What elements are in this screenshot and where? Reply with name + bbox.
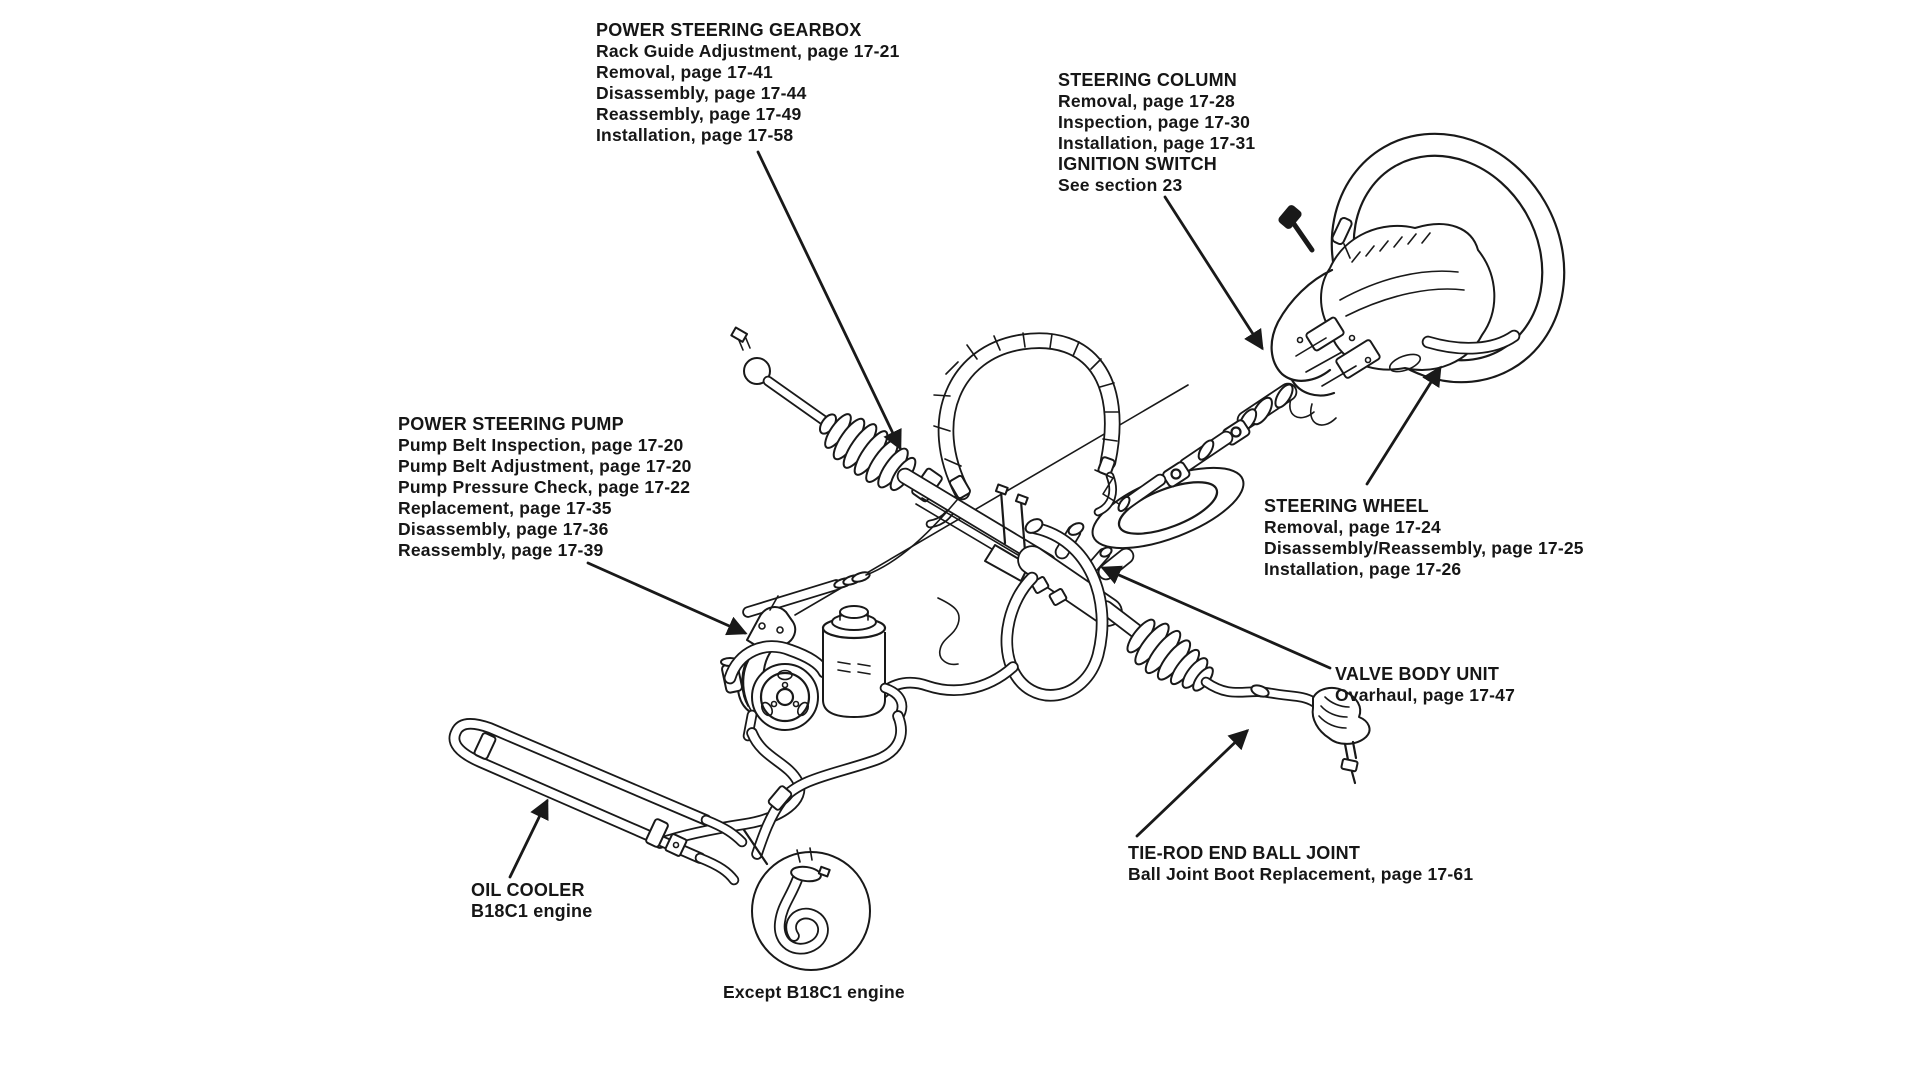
left-tie-rod-end xyxy=(731,328,770,384)
label-title: STEERING COLUMN xyxy=(1058,70,1238,90)
label-line: Installation, page 17-31 xyxy=(1058,133,1256,153)
label-line: Rack Guide Adjustment, page 17-21 xyxy=(596,41,900,61)
label-title: POWER STEERING GEARBOX xyxy=(596,20,862,40)
label-line: Reassembly, page 17-49 xyxy=(596,104,802,124)
label-line: Removal, page 17-24 xyxy=(1264,517,1441,537)
label-valve-body-unit xyxy=(1335,664,1515,706)
label-line: Installation, page 17-26 xyxy=(1264,559,1462,579)
label-steering-wheel xyxy=(1264,496,1584,580)
pump-pulley xyxy=(752,664,818,730)
turn-signal-lever-icon xyxy=(1277,203,1312,250)
label-line: Pump Belt Adjustment, page 17-20 xyxy=(398,456,692,476)
label-line: Disassembly, page 17-44 xyxy=(596,83,807,103)
column-leader-arrow xyxy=(1165,197,1262,348)
oil-cooler-leader-arrow xyxy=(510,801,547,877)
gearbox-leader-arrow xyxy=(758,152,900,448)
label-title: TIE-ROD END BALL JOINT xyxy=(1128,843,1361,863)
wheel-leader-arrow xyxy=(1367,368,1440,484)
label-line: Replacement, page 17-35 xyxy=(398,498,612,518)
label-line: Ovarhaul, page 17-47 xyxy=(1335,685,1516,705)
label-title: STEERING WHEEL xyxy=(1264,496,1429,516)
label-title: POWER STEERING PUMP xyxy=(398,414,624,434)
steering-wheel xyxy=(1272,91,1609,425)
pump-to-cooler-hoses xyxy=(660,716,901,854)
label-line: Pump Belt Inspection, page 17-20 xyxy=(398,435,684,455)
label-power-steering-pump xyxy=(398,414,692,561)
fluid-reservoir xyxy=(823,606,902,718)
label-line: Disassembly, page 17-36 xyxy=(398,519,609,539)
high-pressure-hose-coil xyxy=(930,333,1119,524)
label-line: Inspection, page 17-30 xyxy=(1058,112,1251,132)
label-line: Pump Pressure Check, page 17-22 xyxy=(398,477,691,497)
label-subtitle-ignition-switch: IGNITION SWITCH xyxy=(1058,154,1217,174)
label-line: Removal, page 17-28 xyxy=(1058,91,1235,111)
label-line: Removal, page 17-41 xyxy=(596,62,773,82)
label-line: See section 23 xyxy=(1058,175,1183,195)
label-line: Disassembly/Reassembly, page 17-25 xyxy=(1264,538,1584,558)
return-hose-loop xyxy=(878,516,1102,698)
label-title: VALVE BODY UNIT xyxy=(1335,664,1500,684)
label-line: Installation, page 17-58 xyxy=(596,125,794,145)
label-steering-column xyxy=(1058,70,1255,196)
detail-circle-caption: Except B18C1 engine xyxy=(723,982,905,1002)
label-line: Ball Joint Boot Replacement, page 17-61 xyxy=(1128,864,1474,884)
label-oil-cooler xyxy=(471,880,592,922)
label-subtitle-engine: B18C1 engine xyxy=(471,901,593,921)
oil-cooler xyxy=(454,724,742,880)
label-line: Reassembly, page 17-39 xyxy=(398,540,604,560)
tie-rod-leader-arrow xyxy=(1137,731,1247,836)
label-tie-rod-end-ball-joint xyxy=(1128,843,1473,885)
label-title: OIL COOLER xyxy=(471,880,585,900)
label-power-steering-gearbox xyxy=(596,20,900,146)
pump-leader-arrow xyxy=(588,563,745,633)
